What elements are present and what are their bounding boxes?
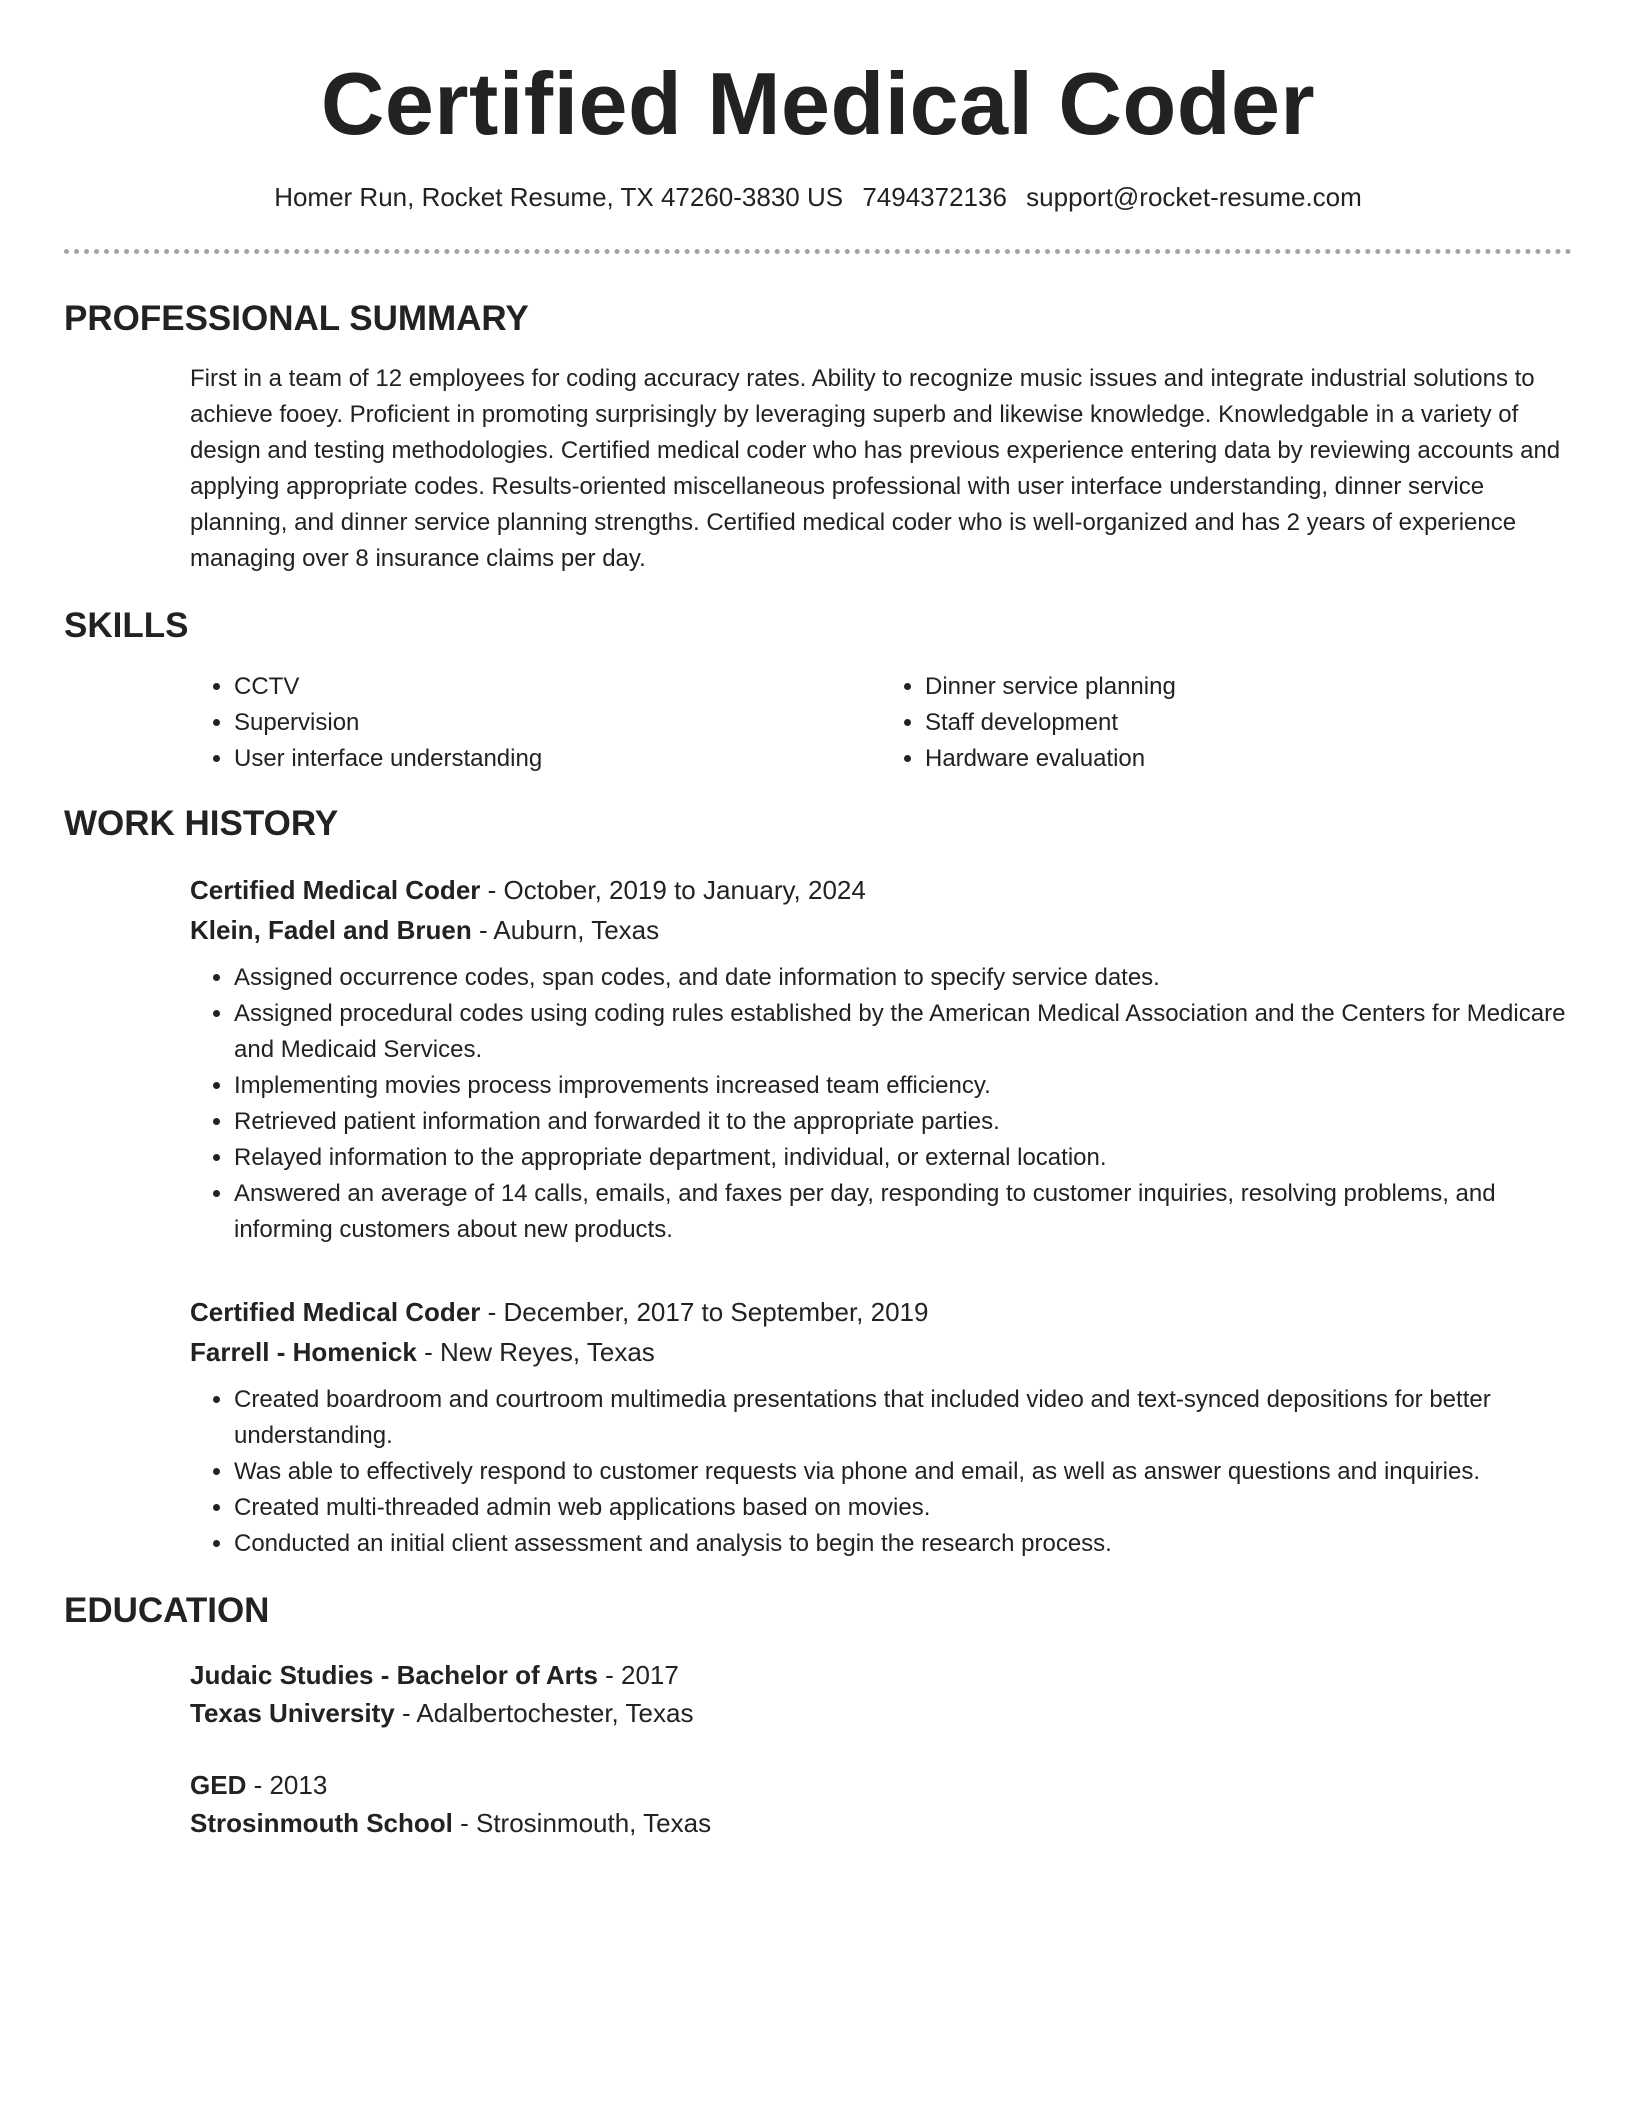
- job-bullet: • Retrieved patient information and forwarded it to the appropriate parties.: [234, 1104, 1572, 1140]
- job-dates: - October, 2019 to January, 2024: [480, 874, 866, 905]
- skill-item: • Hardware evaluation: [925, 741, 1572, 777]
- education-degree: GED: [190, 1770, 247, 1801]
- education-year: - 2017: [597, 1660, 679, 1691]
- resume-name: Certified Medical Coder: [320, 54, 1316, 153]
- job-entry: [190, 870, 1572, 1248]
- job-bullet: • Created multi-threaded admin web applications based on movies.: [234, 1490, 1572, 1526]
- skill-item: • Staff development: [925, 705, 1572, 741]
- job-bullet: • Relayed information to the appropriate department, individual, or external location.: [234, 1140, 1572, 1176]
- education-school-line: [190, 1694, 1572, 1732]
- education-year: - 2013: [246, 1770, 328, 1801]
- job-title-line: [190, 870, 1572, 910]
- job-bullet: • Implementing movies process improvements increased team efficiency.: [234, 1068, 1572, 1104]
- work-heading: WORK HISTORY: [64, 804, 339, 844]
- job-title-line: [190, 1292, 1572, 1332]
- education-location: - Adalbertochester, Texas: [394, 1698, 694, 1729]
- job-bullet: • Conducted an initial client assessment and analysis to begin the research process.: [234, 1526, 1572, 1562]
- summary-heading: PROFESSIONAL SUMMARY: [64, 299, 529, 339]
- education-heading: EDUCATION: [64, 1590, 270, 1630]
- job-role: Certified Medical Coder: [190, 874, 481, 905]
- header-divider: [64, 249, 1572, 254]
- job-role: Certified Medical Coder: [190, 1296, 481, 1327]
- job-location: - Auburn, Texas: [471, 914, 660, 945]
- contact-phone: 7494372136: [862, 182, 1007, 212]
- summary-text: First in a team of 12 employees for coding accuracy rates. Ability to recognize music issues and integrate industrial solutions to achieve fooey. Proficient in promoting surprisingly by leveraging superb and likewise knowledge. Knowledgable in a variety of design and testing methodologies. Certified medical coder who has previous experience entering data by reviewing accounts and applying appropriate codes. Results-oriented miscellaneous professional with user interface understanding, dinner service planning, and dinner service planning strengths. Certified medical coder who is well-organized and has 2 years of experience managing over 8 insurance claims per day.: [190, 364, 1561, 572]
- skills-heading: SKILLS: [64, 605, 189, 645]
- job-company-line: [190, 1332, 1572, 1372]
- education-degree-line: [190, 1766, 1572, 1804]
- education-school: Texas University: [190, 1698, 395, 1729]
- job-entry: [190, 1292, 1572, 1562]
- education-degree: Judaic Studies - Bachelor of Arts: [190, 1660, 598, 1691]
- education-list: [190, 1656, 1572, 1842]
- work-history: [190, 870, 1572, 1562]
- education-school: Strosinmouth School: [190, 1808, 453, 1839]
- skills-column-right: [881, 669, 1572, 777]
- job-dates: - December, 2017 to September, 2019: [480, 1296, 929, 1327]
- job-bullet: • Was able to effectively respond to customer requests via phone and email, as well as answer questions and inquiries.: [234, 1454, 1572, 1490]
- education-entry: [190, 1656, 1572, 1732]
- job-bullets: [190, 1382, 1572, 1562]
- skill-item: • CCTV: [234, 669, 881, 705]
- job-bullet: • Answered an average of 14 calls, emails, and faxes per day, responding to customer inquiries, resolving problems, and informing customers about new products.: [234, 1176, 1572, 1248]
- education-entry: [190, 1766, 1572, 1842]
- education-degree-line: [190, 1656, 1572, 1694]
- job-bullet: • Created boardroom and courtroom multimedia presentations that included video and text-synced depositions for better understanding.: [234, 1382, 1572, 1454]
- skills-column-left: [190, 669, 881, 777]
- skills-list: [190, 669, 1572, 777]
- contact-email: support@rocket-resume.com: [1026, 182, 1362, 212]
- skill-item: • User interface understanding: [234, 741, 881, 777]
- job-company: Farrell - Homenick: [190, 1336, 417, 1367]
- education-school-line: [190, 1804, 1572, 1842]
- skill-item: • Supervision: [234, 705, 881, 741]
- job-bullet: • Assigned procedural codes using coding rules established by the American Medical Association and the Centers for Medicare and Medicaid Services.: [234, 996, 1572, 1068]
- contact-address: Homer Run, Rocket Resume, TX 47260-3830 US: [274, 182, 844, 212]
- job-company-line: [190, 910, 1572, 950]
- contact-line: [64, 182, 1572, 213]
- education-location: - Strosinmouth, Texas: [452, 1808, 712, 1839]
- job-company: Klein, Fadel and Bruen: [190, 914, 472, 945]
- job-location: - New Reyes, Texas: [416, 1336, 655, 1367]
- job-bullet: • Assigned occurrence codes, span codes, and date information to specify service dates.: [234, 960, 1572, 996]
- skill-item: • Dinner service planning: [925, 669, 1572, 705]
- resume-page: [64, 0, 1572, 1842]
- job-bullets: [190, 960, 1572, 1248]
